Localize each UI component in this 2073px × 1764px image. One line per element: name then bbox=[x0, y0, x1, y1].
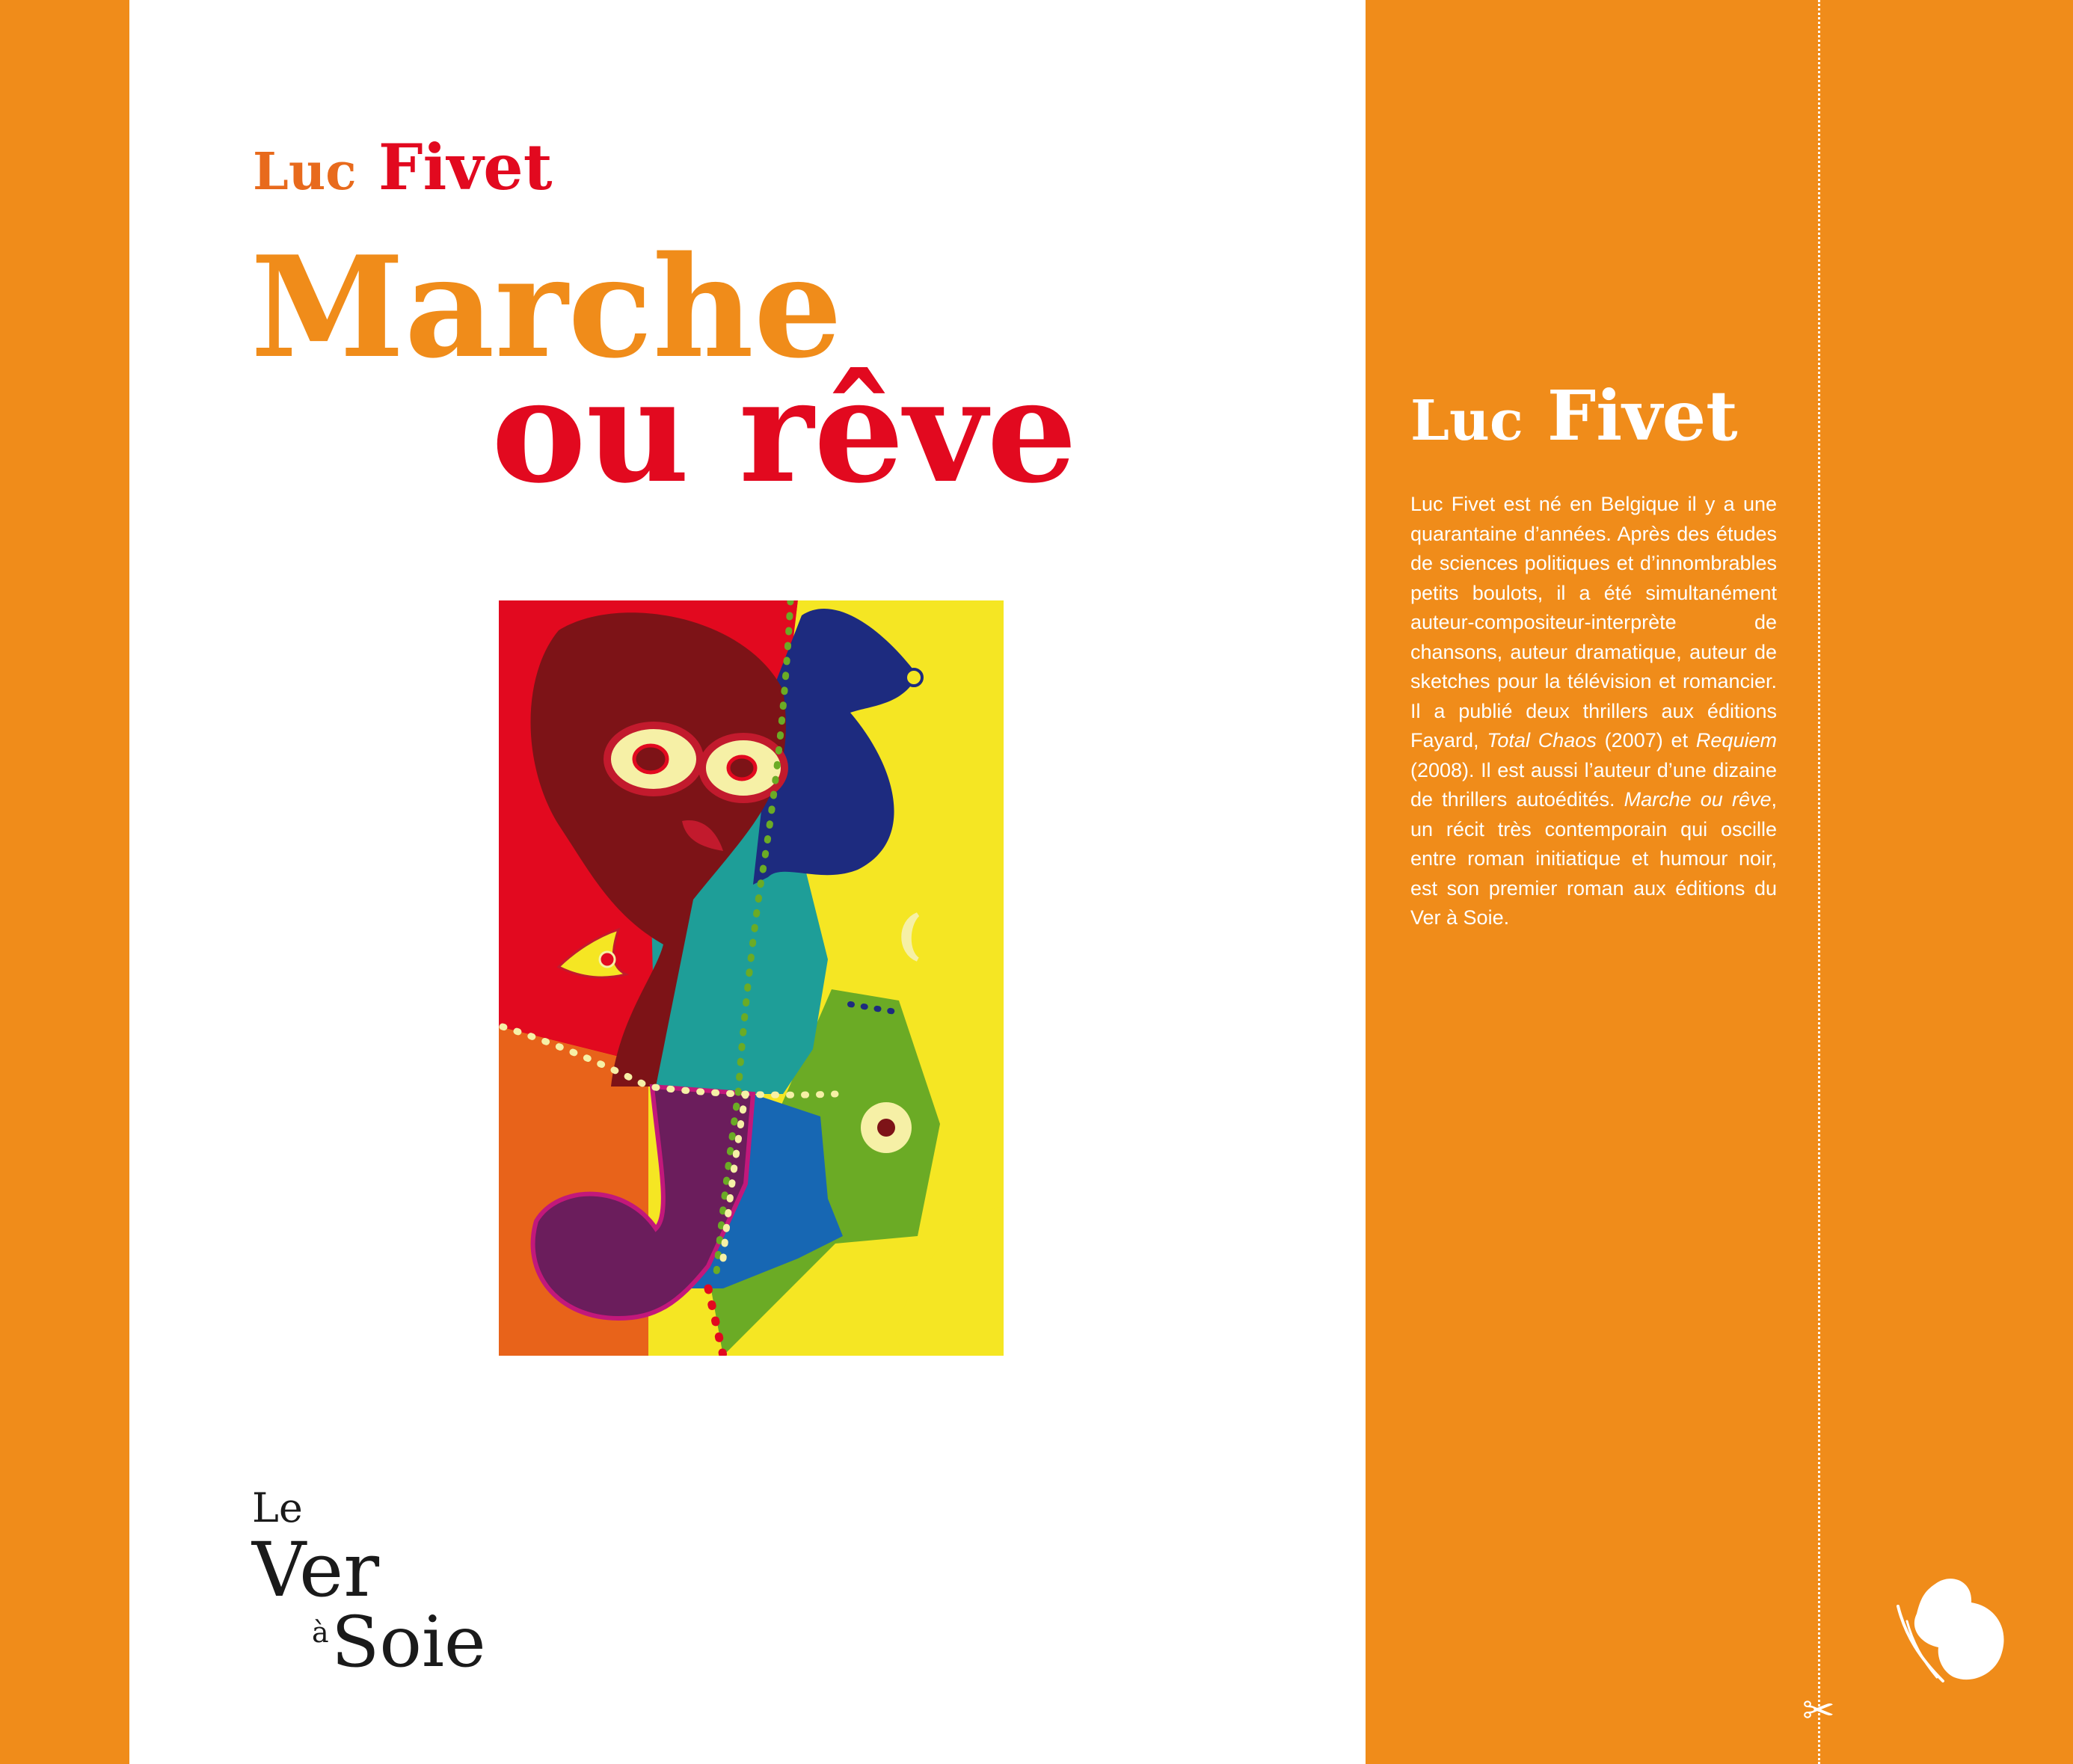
flap-author-last-name: Fivet bbox=[1547, 375, 1738, 456]
publisher-line-le: Le bbox=[252, 1484, 303, 1531]
back-flap bbox=[1366, 0, 2073, 1764]
author-last-name: Fivet bbox=[378, 130, 553, 204]
bio-title-requiem: Requiem bbox=[1695, 729, 1777, 752]
publisher-logo bbox=[252, 1484, 506, 1683]
bio-text-3: (2008). Il est aussi l’auteur d’une dizaine de thrillers autoédités. bbox=[1410, 758, 1777, 811]
bio-title-total-chaos: Total Chaos bbox=[1487, 729, 1597, 752]
left-spine-band bbox=[0, 0, 129, 1764]
title-line-1: Marche bbox=[251, 225, 843, 389]
bio-text-1: Luc Fivet est né en Belgique il y a une quarantaine d’années. Après des études de sciences politiques et d’innombrables petits boulots, il a été simultanément auteur-compositeur-interprète de chansons, auteur dramatique, auteur de sketches pour la télévision et romancier. Il a publié deux thrillers aux éditions Fayard, bbox=[1410, 493, 1777, 752]
abstract-painting-icon bbox=[499, 600, 1004, 1356]
bio-text-4: , un récit très contemporain qui oscille entre roman initiatique et humour noir, est son premier roman aux éditions du Ver à Soie. bbox=[1410, 788, 1777, 929]
publisher-line-a: à bbox=[312, 1616, 329, 1649]
publisher-line-ver: Ver bbox=[252, 1526, 380, 1614]
author-first-name: Luc bbox=[253, 142, 357, 202]
fold-cut-line bbox=[1818, 0, 1820, 1764]
front-cover bbox=[129, 0, 1366, 1764]
author-name-front bbox=[253, 130, 553, 204]
scissors-icon: ✂ bbox=[1802, 1689, 1835, 1733]
bio-title-marche-ou-reve: Marche ou rêve bbox=[1624, 788, 1772, 811]
title-line-2: ou rêve bbox=[491, 348, 1078, 514]
butterfly-icon bbox=[1891, 1576, 2010, 1688]
flap-author-first-name: Luc bbox=[1410, 389, 1523, 453]
author-name-flap bbox=[1410, 375, 1738, 456]
publisher-line-soie: Soie bbox=[331, 1602, 486, 1683]
author-biography bbox=[1410, 490, 1777, 933]
bio-text-2: (2007) et bbox=[1596, 729, 1696, 752]
